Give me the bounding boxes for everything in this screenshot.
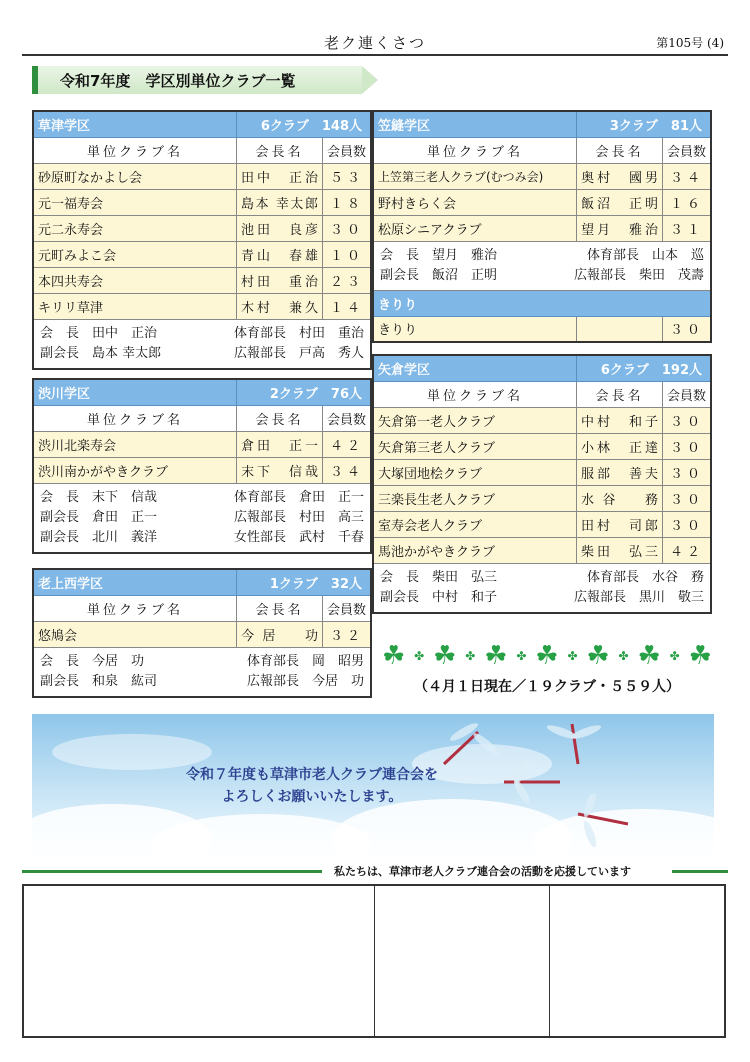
sponsor-box <box>22 884 726 1038</box>
club-name: 渋川北楽寿会 <box>33 431 237 457</box>
member-count: １０ <box>322 241 371 267</box>
officer: 副会長 倉田 正一 <box>40 509 158 525</box>
table-row <box>33 189 371 215</box>
president-name: 島本 幸太郎 <box>237 189 323 215</box>
column-headers <box>33 595 371 621</box>
table-kasanui <box>372 110 712 343</box>
greeting-line-2: よろしくお願いいたします。 <box>221 789 403 805</box>
clover-icon: ☘ <box>688 641 712 671</box>
issue-number: 第105号 (4) <box>656 36 724 50</box>
officer: 会 長 望月 雅治 <box>380 247 498 263</box>
officer: 体育部長 倉田 正一 <box>233 489 364 505</box>
clover-dot-icon: ✤ <box>567 649 578 663</box>
table-row <box>373 433 711 459</box>
table-row <box>33 457 371 483</box>
header-club: 単位クラブ名 <box>373 381 577 407</box>
table-row <box>33 241 371 267</box>
member-count: １６ <box>662 189 711 215</box>
section-title: 老上西学区 <box>33 569 237 595</box>
column-headers <box>33 405 371 431</box>
club-name: 矢倉第三老人クラブ <box>373 433 577 459</box>
section-header <box>373 355 711 381</box>
clover-dot-icon: ✤ <box>516 649 527 663</box>
officers-block <box>33 319 371 369</box>
member-count: ３２ <box>322 621 371 647</box>
clover-icon: ☘ <box>433 641 457 671</box>
clover-dot-icon: ✤ <box>618 649 629 663</box>
club-name: 野村きらく会 <box>373 189 577 215</box>
as-of-note: （４月１日現在／１９クラブ・５５９人） <box>414 679 680 695</box>
club-name: 元町みよこ会 <box>33 241 237 267</box>
section-header <box>373 290 711 316</box>
president-name <box>577 316 663 342</box>
officers-block <box>373 563 711 613</box>
member-count: ５３ <box>322 163 371 189</box>
column-headers <box>373 381 711 407</box>
clover-icon: ☘ <box>586 641 610 671</box>
officer: 女性部長 武村 千春 <box>233 529 364 545</box>
dragonfly-icon <box>434 720 504 770</box>
clover-icon: ☘ <box>484 641 508 671</box>
header-members: 会員数 <box>322 405 371 431</box>
president-name: 今居 功 <box>237 621 323 647</box>
member-count: ３０ <box>662 485 711 511</box>
member-count: １８ <box>322 189 371 215</box>
officer: 体育部長 村田 重治 <box>233 325 364 341</box>
officer: 体育部長 山本 巡 <box>586 247 704 263</box>
president-name: 柴田 弘三 <box>577 537 663 563</box>
member-count: ３４ <box>322 457 371 483</box>
newsletter-name: 老ク連くさつ <box>323 34 426 52</box>
member-count: ３０ <box>662 316 711 342</box>
club-name: 砂原町なかよし会 <box>33 163 237 189</box>
header-president: 会長名 <box>577 137 663 163</box>
table-row <box>33 163 371 189</box>
club-name: 室寿会老人クラブ <box>373 511 577 537</box>
club-name: キリリ草津 <box>33 293 237 319</box>
masthead <box>22 28 728 56</box>
table-row <box>373 485 711 511</box>
table-row <box>373 163 711 189</box>
member-count: ４２ <box>322 431 371 457</box>
clover-icon: ☘ <box>535 641 559 671</box>
officer: 会 長 今居 功 <box>40 653 145 669</box>
officer: 副会長 飯沼 正明 <box>380 267 498 283</box>
officer: 体育部長 水谷 務 <box>586 569 704 585</box>
president-name: 池田 良彦 <box>237 215 323 241</box>
section-title: 渋川学区 <box>33 379 237 405</box>
club-name: 三楽長生老人クラブ <box>373 485 577 511</box>
president-name: 望月 雅治 <box>577 215 663 241</box>
president-name: 倉田 正一 <box>237 431 323 457</box>
president-name: 村田 重治 <box>237 267 323 293</box>
header-club: 単位クラブ名 <box>373 137 577 163</box>
club-name: きりり <box>373 316 577 342</box>
clover-border <box>382 640 712 672</box>
table-row <box>373 511 711 537</box>
clover-dot-icon: ✤ <box>414 649 425 663</box>
officer: 会 長 田中 正治 <box>40 325 158 341</box>
table-shibukawa <box>32 378 372 554</box>
section-header <box>33 569 371 595</box>
club-name: 上笠第三老人クラブ(むつみ会) <box>373 163 577 189</box>
president-name: 田村 司郎 <box>577 511 663 537</box>
member-count: ３１ <box>662 215 711 241</box>
section-count: 2クラブ 76人 <box>237 379 371 405</box>
section-header <box>33 111 371 137</box>
member-count: ３４ <box>662 163 711 189</box>
officer: 副会長 和泉 紘司 <box>40 673 158 689</box>
table-row <box>373 316 711 342</box>
table-row <box>33 215 371 241</box>
president-name: 奥村 國男 <box>577 163 663 189</box>
officer: 広報部長 村田 高三 <box>233 509 364 525</box>
table-row <box>33 267 371 293</box>
president-name: 木村 兼久 <box>237 293 323 319</box>
member-count: １４ <box>322 293 371 319</box>
club-name: 松原シニアクラブ <box>373 215 577 241</box>
header-club: 単位クラブ名 <box>33 405 237 431</box>
officer: 副会長 島本 幸太郎 <box>40 345 162 361</box>
officers-block <box>373 241 711 290</box>
club-name: 本四共寿会 <box>33 267 237 293</box>
sponsor-text: 私たちは、草津市老人クラブ連合会の活動を応援しています <box>330 863 635 879</box>
president-name: 服部 善夫 <box>577 459 663 485</box>
table-row <box>33 293 371 319</box>
table-row <box>33 431 371 457</box>
section-title: 草津学区 <box>33 111 237 137</box>
table-row <box>373 407 711 433</box>
section-title: 矢倉学区 <box>373 355 577 381</box>
officer: 副会長 北川 義洋 <box>40 529 158 545</box>
section-count: 1クラブ 32人 <box>237 569 371 595</box>
president-name: 水谷 務 <box>577 485 663 511</box>
member-count: ３０ <box>662 511 711 537</box>
sponsor-heading <box>22 866 728 876</box>
table-row <box>373 215 711 241</box>
member-count: ２３ <box>322 267 371 293</box>
club-name: 元二永寿会 <box>33 215 237 241</box>
section-header <box>373 111 711 137</box>
header-president: 会長名 <box>237 595 323 621</box>
officer: 広報部長 柴田 茂壽 <box>573 267 704 283</box>
member-count: ３０ <box>662 459 711 485</box>
header-members: 会員数 <box>322 137 371 163</box>
column-headers <box>33 137 371 163</box>
member-count: ４２ <box>662 537 711 563</box>
club-name: 元一福寿会 <box>33 189 237 215</box>
president-name: 小林 正達 <box>577 433 663 459</box>
club-name: 悠鳩会 <box>33 621 237 647</box>
table-row <box>33 621 371 647</box>
president-name: 中村 和子 <box>577 407 663 433</box>
header-members: 会員数 <box>662 381 711 407</box>
header-president: 会長名 <box>237 137 323 163</box>
section-count: 3クラブ 81人 <box>577 111 711 137</box>
officers-block <box>33 647 371 697</box>
president-name: 末下 信哉 <box>237 457 323 483</box>
member-count: ３０ <box>662 433 711 459</box>
president-name: 青山 春雄 <box>237 241 323 267</box>
header-club: 単位クラブ名 <box>33 137 237 163</box>
section-title: きりり <box>373 290 711 316</box>
officer: 会 長 末下 信哉 <box>40 489 158 505</box>
officers-block <box>33 483 371 553</box>
officer: 広報部長 戸高 秀人 <box>233 345 364 361</box>
section-header <box>33 379 371 405</box>
header-president: 会長名 <box>237 405 323 431</box>
header-members: 会員数 <box>662 137 711 163</box>
table-row <box>373 189 711 215</box>
greeting-line-1: 令和７年度も草津市老人クラブ連合会を <box>186 767 438 783</box>
clover-icon: ☘ <box>382 641 406 671</box>
header-president: 会長名 <box>577 381 663 407</box>
club-name: 渋川南かがやきクラブ <box>33 457 237 483</box>
clover-dot-icon: ✤ <box>669 649 680 663</box>
officer: 体育部長 岡 昭男 <box>246 653 364 669</box>
table-kusatsu <box>32 110 372 370</box>
table-row <box>373 459 711 485</box>
header-club: 単位クラブ名 <box>33 595 237 621</box>
club-name: 矢倉第一老人クラブ <box>373 407 577 433</box>
officer: 副会長 中村 和子 <box>380 589 498 605</box>
table-yakura <box>372 354 712 614</box>
club-name: 大塚団地桧クラブ <box>373 459 577 485</box>
section-count: 6クラブ 148人 <box>237 111 372 137</box>
officer: 広報部長 黒川 敬三 <box>573 589 704 605</box>
header-members: 会員数 <box>322 595 371 621</box>
president-name: 飯沼 正明 <box>577 189 663 215</box>
clover-dot-icon: ✤ <box>465 649 476 663</box>
officer: 会 長 柴田 弘三 <box>380 569 498 585</box>
banner-title: 令和7年度 学区別単位クラブ一覧 <box>60 72 296 90</box>
section-banner <box>32 66 362 94</box>
officer: 広報部長 今居 功 <box>246 673 364 689</box>
president-name: 田中 正治 <box>237 163 323 189</box>
section-count: 6クラブ 192人 <box>577 355 711 381</box>
table-oikami-nishi <box>32 568 372 698</box>
member-count: ３０ <box>322 215 371 241</box>
member-count: ３０ <box>662 407 711 433</box>
sky-illustration <box>32 714 714 854</box>
clover-icon: ☘ <box>637 641 661 671</box>
table-row <box>373 537 711 563</box>
club-name: 馬池かがやきクラブ <box>373 537 577 563</box>
column-headers <box>373 137 711 163</box>
section-title: 笠縫学区 <box>373 111 577 137</box>
